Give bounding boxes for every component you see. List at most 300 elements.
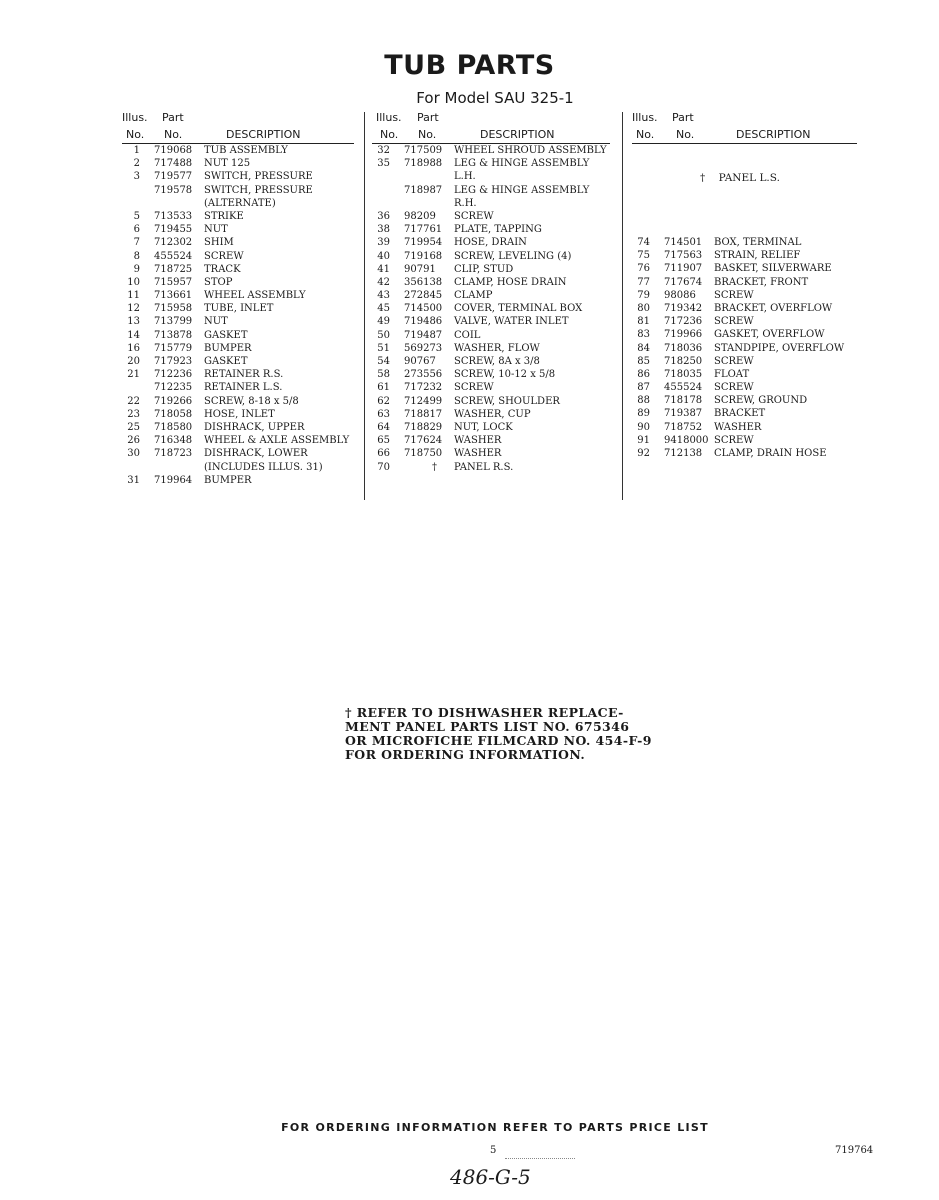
no-label: No. [636,128,655,141]
part-number: 719966 [664,329,703,341]
no-label: No. [126,128,145,141]
illus-number: 70 [377,461,390,473]
parts-row [372,264,612,277]
ordering-footer: FOR ORDERING INFORMATION REFER TO PARTS PRICE LIST [281,1121,709,1134]
part-number: 717624 [404,435,443,447]
part-description: SCREW [714,355,754,367]
parts-row [372,356,612,369]
part-number: 718036 [664,342,703,354]
part-number: 714501 [664,237,703,248]
part-number: 718987 [404,184,443,196]
part-description: PANEL R.S. [454,461,514,473]
part-description: PLATE, TAPPING [454,224,542,236]
parts-row [122,396,354,409]
column-header [122,111,354,145]
part-description: L.H. [454,171,476,183]
part-description: NUT 125 [204,158,251,170]
part-description: NUT, LOCK [454,421,513,433]
part-description: WASHER [454,448,502,460]
illus-number: 89 [637,408,650,420]
parts-row [122,382,354,395]
illus-number: 50 [377,329,390,341]
parts-row [372,448,612,461]
part-number: 717923 [154,356,193,367]
header-rule [632,143,857,144]
part-description: (INCLUDES ILLUS. 31) [204,461,323,473]
illus-number: 40 [377,250,390,262]
parts-row [372,343,612,356]
parts-row [122,185,354,198]
part-number: 718725 [154,263,193,275]
parts-row [372,369,612,382]
parts-row [122,356,354,369]
parts-row [122,435,354,448]
part-number: 718178 [664,395,703,407]
illus-number: 92 [637,448,650,459]
illus-number: 2 [133,158,140,170]
part-description: WHEEL ASSEMBLY [204,290,306,302]
illus-number: 1 [133,145,140,156]
illus-number: 6 [133,224,140,236]
parts-row [372,316,612,329]
part-description: BRACKET, OVERFLOW [714,302,833,314]
illus-number: 84 [637,342,650,354]
part-description: SCREW [454,382,494,394]
part-description: TUBE, INLET [204,303,274,315]
no-label: No. [676,128,695,141]
illus-number: 32 [377,145,390,156]
illus-number: 41 [377,263,390,275]
part-description: CLAMP, DRAIN HOSE [714,448,827,459]
part-number: 719964 [154,474,193,486]
parts-row [122,290,354,303]
part-description: FLOAT [714,368,750,380]
note-line: FOR ORDERING INFORMATION. [345,747,586,762]
part-label: Part [417,111,439,124]
part-number: 711907 [664,263,703,275]
part-number: 713533 [154,210,193,222]
illus-number: 35 [377,158,390,170]
illus-number: 58 [377,369,390,381]
illus-number: 16 [127,342,140,354]
part-number: 717563 [664,250,703,262]
illus-number: 87 [637,382,650,394]
column-header [372,111,612,145]
part-description: SCREW, 8-18 x 5/8 [204,395,299,407]
parts-row [372,224,612,237]
part-number: 719486 [404,316,443,328]
note-line: † REFER TO DISHWASHER REPLACE- [345,705,624,720]
description-label: DESCRIPTION [226,128,301,141]
part-description: SCREW, 10-12 x 5/8 [454,369,556,381]
parts-row [632,382,857,395]
part-description: SCREW [714,316,754,328]
part-number: 719577 [154,171,193,183]
parts-row [122,237,354,250]
part-description: CLAMP [454,290,493,302]
illus-number: 86 [637,368,650,380]
header-rule [372,143,610,144]
illus-number: 14 [127,329,140,341]
part-description: WHEEL SHROUD ASSEMBLY [454,145,607,156]
part-number: 719068 [154,145,193,156]
illus-number: 88 [637,395,650,407]
parts-row [632,448,857,461]
page-title: TUB PARTS [384,50,555,81]
model-subtitle: For Model SAU 325-1 [416,89,574,107]
illus-number: 3 [133,171,140,183]
illus-number: 38 [377,224,390,236]
part-number: 719387 [664,408,703,420]
part-description: COIL [454,329,481,341]
parts-row [122,277,354,290]
part-description: WASHER [714,421,762,433]
part-number: 273556 [404,369,443,381]
parts-row [372,158,612,171]
illus-number: 66 [377,448,390,460]
illus-number: 11 [127,290,140,302]
part-number: 712302 [154,237,193,249]
part-description: BRACKET, FRONT [714,276,809,288]
parts-row [122,316,354,329]
part-description: LEG & HINGE ASSEMBLY [454,158,590,170]
part-description: STRAIN, RELIEF [714,250,801,262]
parts-row [122,448,354,461]
part-description: CLIP, STUD [454,263,514,275]
parts-row [122,475,354,488]
parts-row [122,145,354,158]
part-number: 718750 [404,448,443,460]
parts-row [372,330,612,343]
parts-row [122,224,354,237]
illus-number: 76 [637,263,650,275]
illus-number: 30 [127,448,140,460]
part-number: 715958 [154,303,193,315]
panel-ls-note [700,172,780,184]
part-description: TUB ASSEMBLY [204,145,288,156]
part-number: 455524 [154,250,193,262]
parts-row [122,303,354,316]
part-description: RETAINER R.S. [204,369,284,381]
illus-number: 64 [377,421,390,433]
part-description: (ALTERNATE) [204,197,276,209]
part-description: HOSE, INLET [204,408,275,420]
part-number: 712235 [154,382,193,394]
part-number: 716348 [154,435,193,447]
illus-label: Illus. [122,111,148,124]
illus-number: 7 [133,237,140,249]
illus-number: 83 [637,329,650,341]
part-number: 714500 [404,303,443,315]
parts-row [632,290,857,303]
part-description: RETAINER L.S. [204,382,283,394]
part-description: GASKET [204,356,248,367]
part-description: WASHER, FLOW [454,342,540,354]
parts-row [372,237,612,250]
part-label: Part [672,111,694,124]
part-description: BASKET, SILVERWARE [714,263,832,275]
illus-number: 5 [133,210,140,222]
part-description: GASKET [204,329,248,341]
part-description: COVER, TERMINAL BOX [454,303,583,315]
document-code: 719764 [835,1145,874,1156]
column-divider [622,112,623,500]
part-number: 98209 [404,210,436,222]
part-number: 718817 [404,408,443,420]
part-number: 717236 [664,316,703,328]
parts-row [122,369,354,382]
parts-row [372,290,612,303]
part-description: DISHRACK, UPPER [204,421,305,433]
part-description: R.H. [454,197,477,209]
part-number: 9418000 [664,434,709,446]
part-description: HOSE, DRAIN [454,237,527,249]
illus-number: 54 [377,356,390,367]
description-label: DESCRIPTION [480,128,555,141]
part-number: 356138 [404,276,443,288]
page-number: 5 [490,1145,497,1156]
part-number: 455524 [664,382,703,394]
parts-list [372,145,612,475]
part-number: 717488 [154,158,193,170]
parts-row [632,277,857,290]
illus-number: 62 [377,395,390,407]
parts-row [632,329,857,342]
part-description: DISHRACK, LOWER [204,448,308,460]
dotted-line [505,1158,575,1159]
part-number: 719578 [154,184,193,196]
illus-number: 25 [127,421,140,433]
parts-row [632,356,857,369]
parts-row [122,251,354,264]
parts-row [632,369,857,382]
illus-number: 51 [377,342,390,354]
parts-row [372,382,612,395]
illus-number: 21 [127,369,140,381]
part-description: WASHER [454,435,502,447]
part-description: SCREW [714,382,754,394]
illus-number: 74 [637,237,650,248]
part-description: SCREW [454,210,494,222]
parts-list [122,145,354,488]
parts-row [372,409,612,422]
part-number: 717232 [404,382,443,394]
panel-ls-label: PANEL L.S. [718,172,780,184]
reference-note [345,706,652,762]
part-description: SCREW, GROUND [714,395,808,407]
part-description: WHEEL & AXLE ASSEMBLY [204,435,350,447]
illus-number: 79 [637,289,650,301]
part-number: 718580 [154,421,193,433]
part-description: STOP [204,276,233,288]
illus-number: 20 [127,356,140,367]
parts-row [372,277,612,290]
parts-row [122,422,354,435]
parts-row [372,251,612,264]
parts-row [632,343,857,356]
parts-row [632,263,857,276]
part-description: BOX, TERMINAL [714,237,802,248]
no-label: No. [418,128,437,141]
part-number: 712499 [404,395,443,407]
parts-row [122,198,354,211]
parts-row [372,422,612,435]
column-divider [364,112,365,500]
part-description: NUT [204,224,228,236]
illus-label: Illus. [632,111,658,124]
part-number: 569273 [404,342,443,354]
illus-number: 42 [377,276,390,288]
parts-row [122,343,354,356]
parts-row [632,422,857,435]
parts-row [632,237,857,250]
handwritten-code: 486-G-5 [450,1165,531,1189]
parts-row [372,303,612,316]
part-number: † [432,461,437,473]
illus-number: 13 [127,316,140,328]
part-description: STANDPIPE, OVERFLOW [714,342,845,354]
part-number: 719266 [154,395,193,407]
part-number: 272845 [404,290,443,302]
illus-number: 65 [377,435,390,447]
illus-number: 8 [133,250,140,262]
part-description: NUT [204,316,228,328]
parts-row [372,145,612,158]
part-number: 719342 [664,302,703,314]
illus-label: Illus. [376,111,402,124]
parts-row [632,395,857,408]
parts-column-2 [372,111,612,475]
part-description: CLAMP, HOSE DRAIN [454,276,567,288]
part-description: LEG & HINGE ASSEMBLY [454,184,590,196]
column-header [632,111,857,145]
illus-number: 77 [637,276,650,288]
parts-row [122,409,354,422]
part-number: 713799 [154,316,193,328]
note-line: MENT PANEL PARTS LIST NO. 675346 [345,719,630,734]
part-number: 98086 [664,289,696,301]
illus-number: 39 [377,237,390,249]
part-description: SCREW [714,289,754,301]
part-number: 719168 [404,250,443,262]
illus-number: 91 [637,434,650,446]
parts-row [632,316,857,329]
part-description: SCREW [204,250,244,262]
parts-row [372,185,612,198]
illus-number: 49 [377,316,390,328]
illus-number: 45 [377,303,390,315]
part-number: 718250 [664,355,703,367]
no-label: No. [164,128,183,141]
parts-row [372,211,612,224]
part-description: SCREW, LEVELING (4) [454,250,572,262]
part-number: 719455 [154,224,193,236]
parts-row [122,264,354,277]
parts-row [632,435,857,448]
illus-number: 61 [377,382,390,394]
note-line: OR MICROFICHE FILMCARD NO. 454-F-9 [345,733,652,748]
parts-column-1 [122,111,354,488]
illus-number: 85 [637,355,650,367]
part-number: 718035 [664,368,703,380]
parts-row [372,171,612,184]
part-number: 718988 [404,158,443,170]
illus-number: 36 [377,210,390,222]
parts-list [632,237,857,461]
parts-row [122,330,354,343]
part-number: 718723 [154,448,193,460]
illus-number: 22 [127,395,140,407]
illus-number: 12 [127,303,140,315]
parts-row [122,158,354,171]
part-description: SWITCH, PRESSURE [204,184,313,196]
parts-row [122,171,354,184]
illus-number: 63 [377,408,390,420]
part-description: WASHER, CUP [454,408,531,420]
part-number: 718752 [664,421,703,433]
part-number: 715779 [154,342,193,354]
part-description: VALVE, WATER INLET [454,316,569,328]
part-description: SCREW, 8A x 3/8 [454,356,540,367]
illus-number: 10 [127,276,140,288]
part-description: SCREW, SHOULDER [454,395,560,407]
part-number: 713661 [154,290,193,302]
dagger-mark: † [700,172,706,184]
part-number: 712138 [664,448,703,459]
illus-number: 80 [637,302,650,314]
part-number: 90791 [404,263,436,275]
part-number: 717509 [404,145,443,156]
header-rule [122,143,354,144]
illus-number: 75 [637,250,650,262]
illus-number: 43 [377,290,390,302]
part-number: 718058 [154,408,193,420]
part-description: GASKET, OVERFLOW [714,329,825,341]
illus-number: 90 [637,421,650,433]
part-number: 715957 [154,276,193,288]
part-number: 712236 [154,369,193,381]
parts-row [632,408,857,421]
part-description: SCREW [714,434,754,446]
part-description: STRIKE [204,210,244,222]
part-label: Part [162,111,184,124]
no-label: No. [380,128,399,141]
parts-row [372,396,612,409]
part-description: BUMPER [204,474,252,486]
illus-number: 31 [127,474,140,486]
parts-column-3 [632,111,857,461]
illus-number: 26 [127,435,140,447]
part-description: TRACK [204,263,241,275]
illus-number: 23 [127,408,140,420]
part-number: 719954 [404,237,443,249]
part-number: 90767 [404,356,436,367]
parts-row [372,462,612,475]
part-description: BRACKET [714,408,766,420]
part-number: 719487 [404,329,443,341]
illus-number: 81 [637,316,650,328]
parts-row [122,462,354,475]
part-number: 717674 [664,276,703,288]
parts-row [122,211,354,224]
parts-row [632,250,857,263]
description-label: DESCRIPTION [736,128,811,141]
parts-row [372,198,612,211]
parts-row [372,435,612,448]
part-number: 713878 [154,329,193,341]
part-number: 717761 [404,224,443,236]
part-number: 718829 [404,421,443,433]
